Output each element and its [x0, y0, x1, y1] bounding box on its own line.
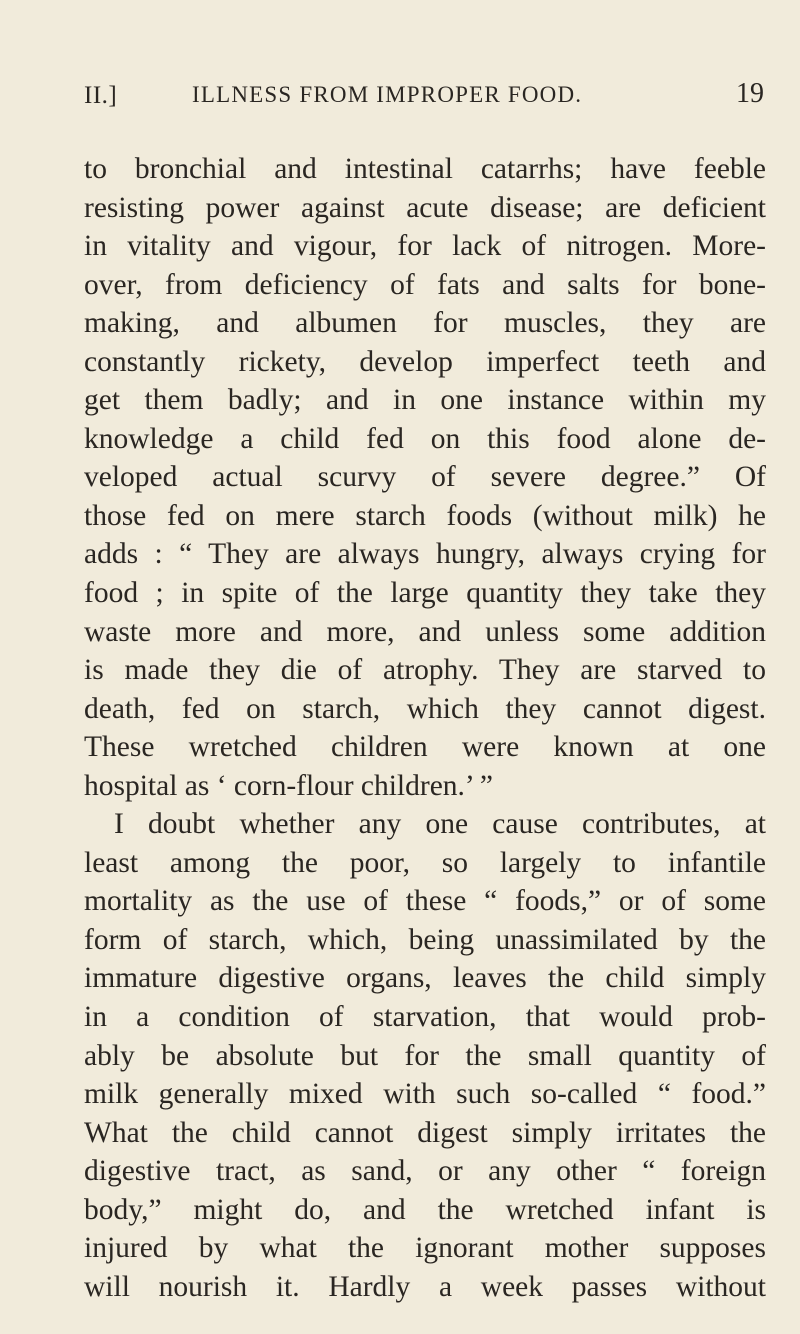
text-line: waste more and more, and unless some addition — [84, 615, 766, 648]
text-line: resisting power against acute disease; are deficient — [84, 191, 766, 224]
text-line: ably be absolute but for the small quantity of — [84, 1039, 766, 1072]
text-line: constantly rickety, develop imperfect teeth and — [84, 345, 766, 378]
text-line: those fed on mere starch foods (without milk) he — [84, 499, 766, 532]
text-line: What the child cannot digest simply irritates the — [84, 1116, 766, 1149]
text-line: form of starch, which, being unassimilated by the — [84, 923, 766, 956]
text-line: over, from deficiency of fats and salts for bone- — [84, 268, 766, 301]
text-line: food ; in spite of the large quantity they take they — [84, 577, 766, 610]
page-number: 19 — [736, 78, 764, 109]
text-line: These wretched children were known at one — [84, 731, 766, 764]
text-line: will nourish it. Hardly a week passes without — [84, 1270, 766, 1303]
text-line: adds : “ They are always hungry, always crying for — [84, 538, 766, 571]
paragraph-start-line: I doubt whether any one cause contributes, at — [114, 808, 766, 841]
text-line: knowledge a child fed on this food alone de- — [84, 422, 766, 455]
text-line: in vitality and vigour, for lack of nitrogen. More- — [84, 230, 766, 263]
text-line: death, fed on starch, which they cannot digest. — [84, 692, 766, 725]
text-line: in a condition of starvation, that would prob- — [84, 1001, 766, 1034]
text-line: body,” might do, and the wretched infant is — [84, 1193, 766, 1226]
running-title: ILLNESS FROM IMPROPER FOOD. — [192, 82, 583, 107]
chapter-number: II.] — [84, 82, 118, 109]
text-line: injured by what the ignorant mother supposes — [84, 1232, 766, 1265]
text-line: mortality as the use of these “ foods,” or of some — [84, 885, 766, 918]
text-line: immature digestive organs, leaves the child simply — [84, 962, 766, 995]
running-head — [84, 78, 764, 118]
text-line: to bronchial and intestinal catarrhs; have feeble — [84, 153, 766, 185]
text-line: digestive tract, as sand, or any other “ foreign — [84, 1155, 766, 1188]
body-text — [84, 150, 766, 1306]
text-line: is made they die of atrophy. They are starved to — [84, 654, 766, 687]
text-line: milk generally mixed with such so-called “ food.” — [84, 1078, 766, 1111]
paragraph-end-line: hospital as ‘ corn-flour children.’ ” — [84, 769, 494, 802]
text-line: get them badly; and in one instance within my — [84, 384, 766, 417]
text-line: making, and albumen for muscles, they are — [84, 307, 766, 340]
text-line: veloped actual scurvy of severe degree.” Of — [84, 461, 766, 494]
text-line: least among the poor, so largely to infantile — [84, 846, 766, 879]
